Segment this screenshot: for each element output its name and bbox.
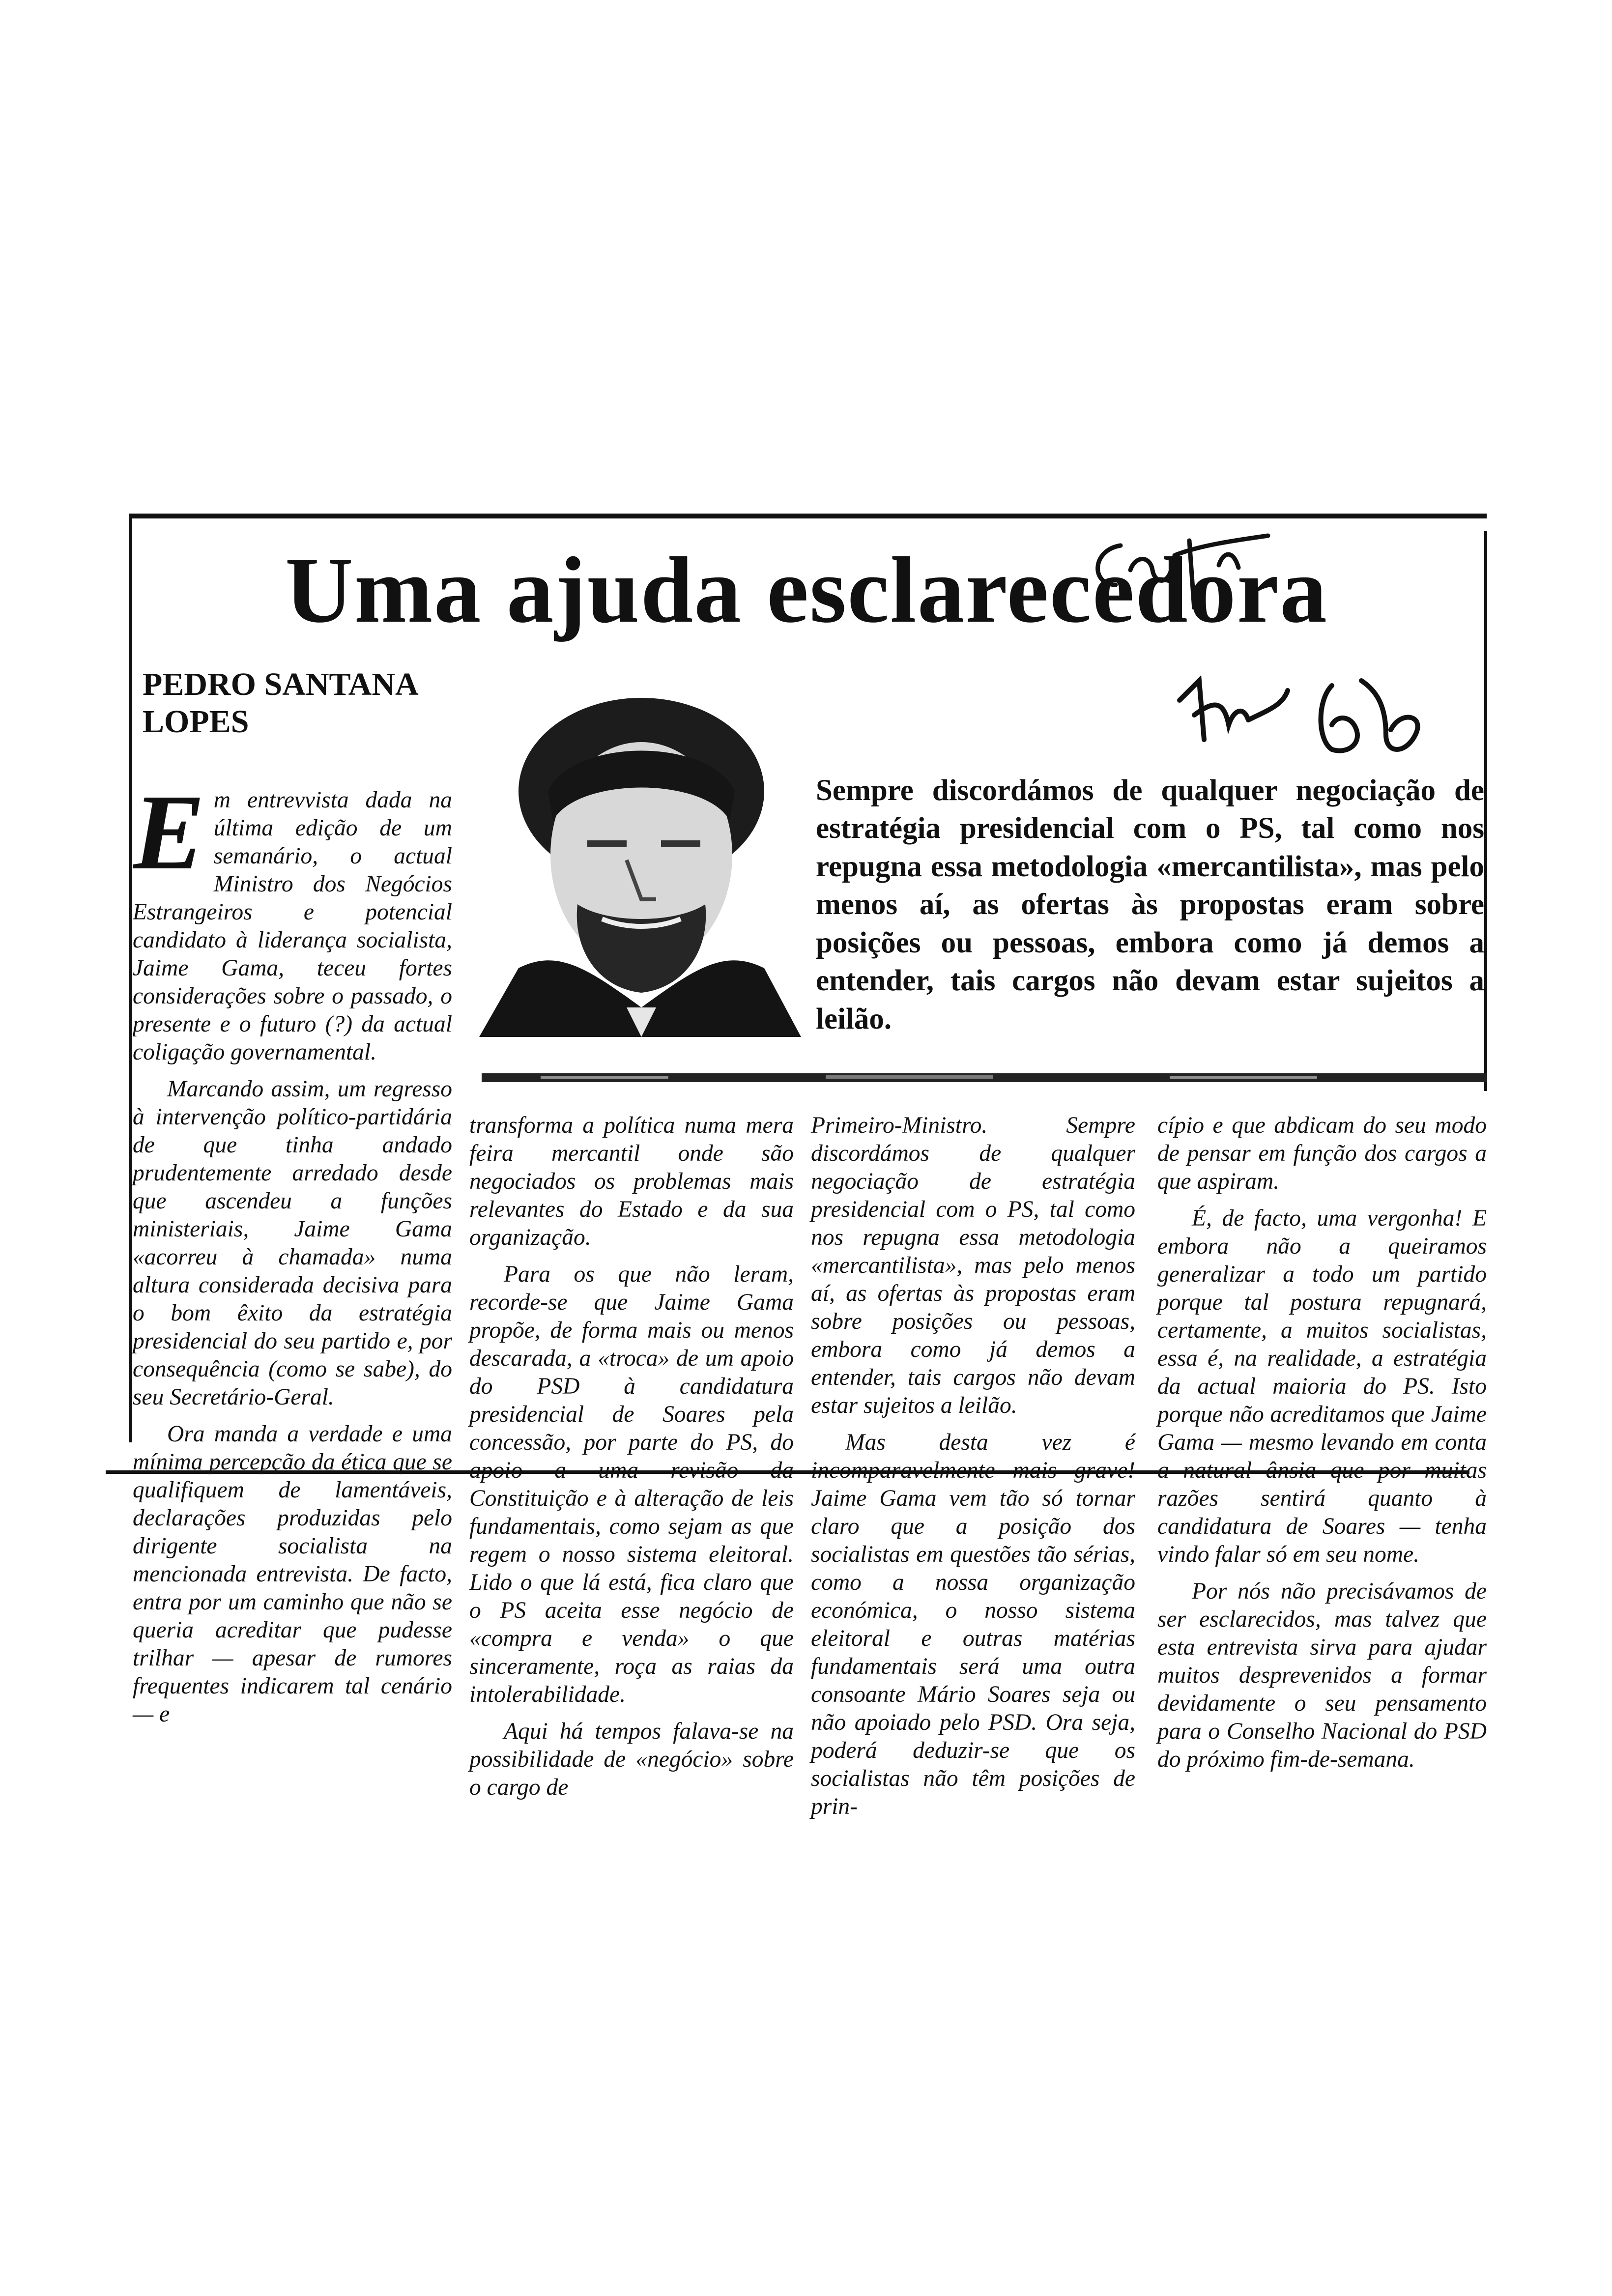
paragraph: Ora manda a verdade e uma mínima percepção da ética que se qualifiquem de lamentáveis, declarações produzidas pelo dirigente socialista na mencionada entrevista. De facto, entra por um caminho que não se queria acreditar que pudesse trilhar — apesar de rumores frequentes indicarem tal cenário — e — [133, 1421, 452, 1727]
byline-second-line: LOPES — [143, 703, 249, 740]
paragraph: Aqui há tempos falava-se na possibilidade de «negócio» sobre o cargo de — [469, 1719, 794, 1800]
separator-band — [482, 1071, 1487, 1084]
frame-right-rule — [1484, 531, 1487, 1091]
paragraph: Mas desta vez é incomparavelmente mais grave! Jaime Gama vem tão só tornar claro que a posição dos socialistas em questões tão sérias, como a nossa organização económica, o nosso sistema eleitoral e outras matérias fundamentais será uma outra consoante Mário Soares seja ou não apoiado pelo PSD. Ora seja, poderá deduzir-se que os socialistas não têm posições de prin- — [811, 1430, 1135, 1819]
drop-cap: E — [133, 786, 205, 892]
paragraph-text: m entrevvista dada na última edição de um semanário, o actual Ministro dos Negócios Estrangeiros e potencial candidato à liderança socialista, Jaime Gama, teceu fortes considerações sobre o passado, o presente e o futuro (?) da actual coligação governamental. — [133, 787, 452, 1065]
paragraph: É, de facto, uma vergonha! E embora não a queiramos generalizar a todo um partido porque tal postura repugnará, certamente, a muitos socialistas, essa é, na realidade, a estratégia da actual maioria do PS. Isto porque não acreditamos que Jaime Gama — mesmo levando em conta a natural ânsia que por muitas razões sentirá quanto à candidatura de Soares — tenha vindo falar só em seu nome. — [1157, 1205, 1487, 1567]
handwritten-signature — [1170, 661, 1445, 764]
byline — [143, 666, 457, 741]
paragraph: Marcando assim, um regresso à intervenção político-partidária de que tinha andado prudentemente arredado desde que ascendeu a funções ministeriais, Jaime Gama «acorreu à chamada» numa altura considerada decisiva para o bom êxito da estratégia presidencial do seu partido e, por consequência (como se sabe), do seu Secretário-Geral. — [133, 1076, 452, 1410]
paragraph: Por nós não precisávamos de ser esclarecidos, mas talvez que esta entrevista sirva para ajudar muitos desprevenidos a formar devidamente o seu pensamento para o Conselho Nacional do PSD do próximo fim-de-semana. — [1157, 1578, 1487, 1772]
paragraph — [133, 786, 452, 1066]
column-1 — [133, 786, 452, 1737]
column-2 — [469, 1112, 794, 1810]
frame-left-rule — [129, 514, 132, 1442]
handwritten-annotation — [1071, 511, 1347, 609]
paragraph: Primeiro-Ministro. Sempre discordámos de qualquer negociação de estratégia presidencial com o PS, tal como nos repugna essa metodologia «mercantilista», mas pelo menos aí, as ofertas às propostas eram sobre posições ou pessoas, embora como já demos a entender, tais cargos não devam estar sujeitos a leilão. — [811, 1113, 1135, 1418]
paragraph: cípio e que abdicam do seu modo de pensar em função dos cargos a que aspiram. — [1157, 1113, 1487, 1194]
author-photo — [479, 693, 801, 1037]
column-3 — [811, 1112, 1135, 1830]
paragraph: Para os que não leram, recorde-se que Jaime Gama propõe, de forma mais ou menos descarada, a «troca» de um apoio do PSD à candidatura presidencial de Soares pela concessão, por parte do PS, do apoio a uma revisão da Constituição e à alteração de leis fundamentais, como sejam as que regem o nosso sistema eleitoral. Lido o que lá está, fica claro que o PS aceita esse negócio de «compra e venda» o que sinceramente, roça as raias da intolerabilidade. — [469, 1262, 794, 1707]
byline-first-line: PEDRO SANTANA — [143, 666, 419, 702]
pull-quote: Sempre discordámos de qualquer negociação de estratégia presidencial com o PS, tal como nos repugna essa metodologia «mercantilista», mas pelo menos aí, as ofertas às propostas eram sobre posições ou pessoas, embora como já demos a entender, tais cargos não devam estar sujeitos a leilão. — [816, 774, 1484, 1035]
paragraph: transforma a política numa mera feira mercantil onde são negociados os problemas mais relevantes do Estado e da sua organização. — [469, 1113, 794, 1250]
column-4 — [1157, 1112, 1487, 1782]
headline: Uma ajuda esclarecedora — [285, 538, 1328, 642]
